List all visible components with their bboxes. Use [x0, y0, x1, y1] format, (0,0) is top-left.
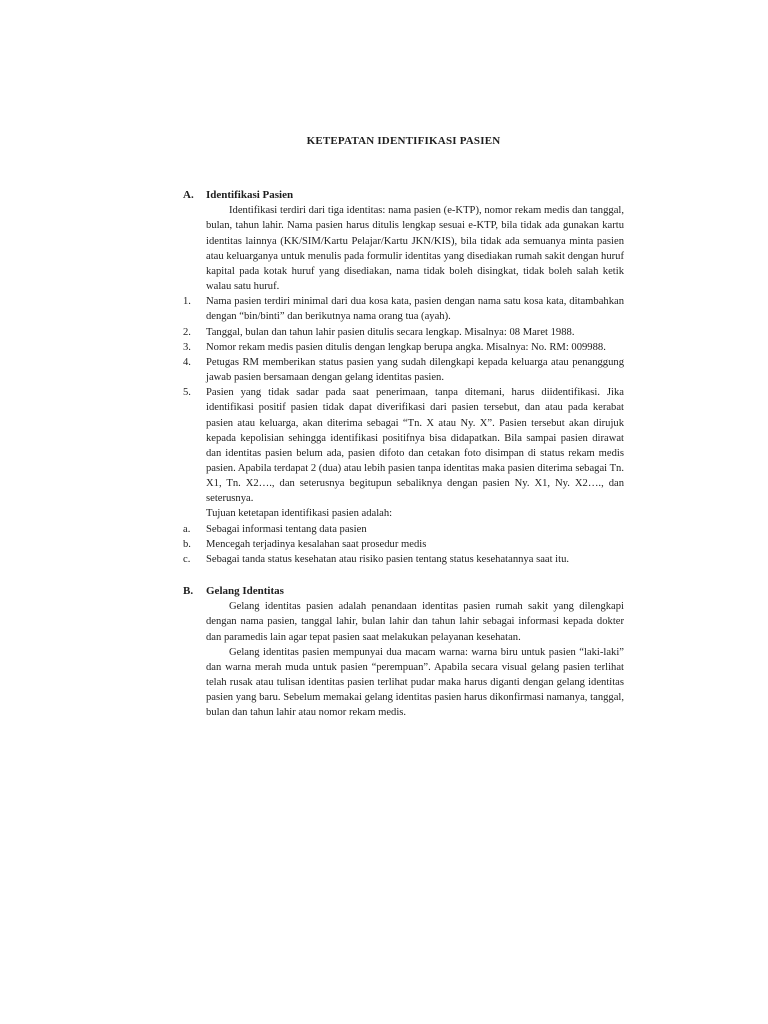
document-content	[183, 134, 624, 720]
list-item-text: Nomor rekam medis pasien ditulis dengan lengkap berupa angka. Misalnya: No. RM: 009988.	[206, 341, 606, 353]
list-item-text: Tanggal, bulan dan tahun lahir pasien ditulis secara lengkap. Misalnya: 08 Maret 1988.	[206, 326, 575, 338]
section-a-heading	[183, 188, 624, 203]
list-item-number: 3.	[183, 341, 191, 353]
purpose-item	[183, 522, 624, 537]
section-a-intro: Identifikasi terdiri dari tiga identitas: nama pasien (e-KTP), nomor rekam medis dan tanggal, bulan, tahun lahir. Nama pasien harus ditulis lengkap sesuai e-KTP, bila tidak ada gunakan kartu identitas lainnya (KK/SIM/Kartu Pelajar/Kartu JKN/KIS), bila tidak ada semuanya minta pasien atau keluarganya untuk menulis pada formulir identitas yang disediakan rumah sakit dengan huruf kapital pada kotak huruf yang disediakan, nama tidak boleh disingkat, tidak boleh salah ketik walau satu huruf.	[206, 205, 624, 293]
purpose-letter: c.	[183, 553, 191, 565]
list-item	[183, 385, 624, 506]
purpose-item	[183, 552, 624, 567]
document-title: KETEPATAN IDENTIFIKASI PASIEN	[306, 135, 501, 147]
list-item-text: Petugas RM memberikan status pasien yang sudah dilengkapi kepada keluarga atau penanggung jawab pasien bersamaan dengan gelang identitas pasien.	[206, 356, 624, 384]
section-b-letter: B.	[183, 585, 194, 598]
section-b-paragraph: Gelang identitas pasien mempunyai dua macam warna: warna biru untuk pasien “laki-laki” dan warna merah muda untuk pasien “perempuan”. Apabila secara visual gelang pasien terlihat telah rusak atau tulisan identitas pasien terlihat pudar maka harus diganti dengan gelang identitas pasien yang baru. Sebelum memakai gelang identitas pasien harus dikonfirmasi namanya, tanggal, bulan dan tahun lahir atau nomor rekam medis.	[206, 646, 624, 719]
list-item-number: 5.	[183, 387, 191, 399]
section-b-heading	[183, 584, 624, 599]
list-item-text: Nama pasien terdiri minimal dari dua kosa kata, pasien dengan nama satu kosa kata, ditambahkan dengan “bin/binti” dan berikutnya nama orang tua (ayah).	[206, 296, 624, 323]
list-item-number: 1.	[183, 296, 191, 308]
purpose-text: Mencegah terjadinya kesalahan saat prosedur medis	[206, 538, 427, 550]
list-item	[183, 340, 624, 355]
section-b-paragraph: Gelang identitas pasien adalah penandaan identitas pasien rumah sakit yang dilengkapi dengan nama pasien, tanggal lahir, bulan lahir dan tahun lahir sebagai informasi kepada dokter dan paramedis lain agar tepat pasien saat melakukan pelayanan kesehatan.	[206, 601, 624, 643]
purpose-letter: a.	[183, 523, 191, 535]
purpose-letter: b.	[183, 538, 191, 550]
section-a-title: Identifikasi Pasien	[206, 189, 294, 202]
list-item	[183, 355, 624, 385]
purpose-item	[183, 537, 624, 552]
purpose-intro: Tujuan ketetapan identifikasi pasien adalah:	[206, 508, 393, 520]
section-spacer	[183, 567, 624, 584]
list-item	[183, 294, 624, 324]
section-a-letter: A.	[183, 189, 194, 202]
list-item-number: 2.	[183, 326, 191, 338]
list-item	[183, 325, 624, 340]
purpose-text: Sebagai informasi tentang data pasien	[206, 523, 367, 535]
section-b-title: Gelang Identitas	[206, 585, 284, 598]
list-item-number: 4.	[183, 356, 191, 368]
list-item-text: Pasien yang tidak sadar pada saat penerimaan, tanpa ditemani, harus diidentifikasi. Jika identifikasi positif pasien tidak dapat diverifikasi dari pasien tersebut, dan atau pada kerabat pasien atau keluarga, akan diterima sebagai “Tn. X atau Ny. X”. Pasien tersebut akan dirujuk kepada kepolisian sehingga identifikasi positifnya bisa didapatkan. Bila sampai pasien dirawat dan identitas pasien belum ada, pasien difoto dan cetakan foto disimpan di status rekam medis pasien. Apabila terdapat 2 (dua) atau lebih pasien tanpa identitas maka pasien diterima sebagai Tn. X1, Tn. X2…., dan seterusnya begitupun sebaliknya dengan pasien Ny. X1, Ny. X2…., dan seterusnya.	[206, 387, 624, 505]
purpose-text: Sebagai tanda status kesehatan atau risiko pasien tentang status kesehatannya saat itu.	[206, 553, 570, 565]
